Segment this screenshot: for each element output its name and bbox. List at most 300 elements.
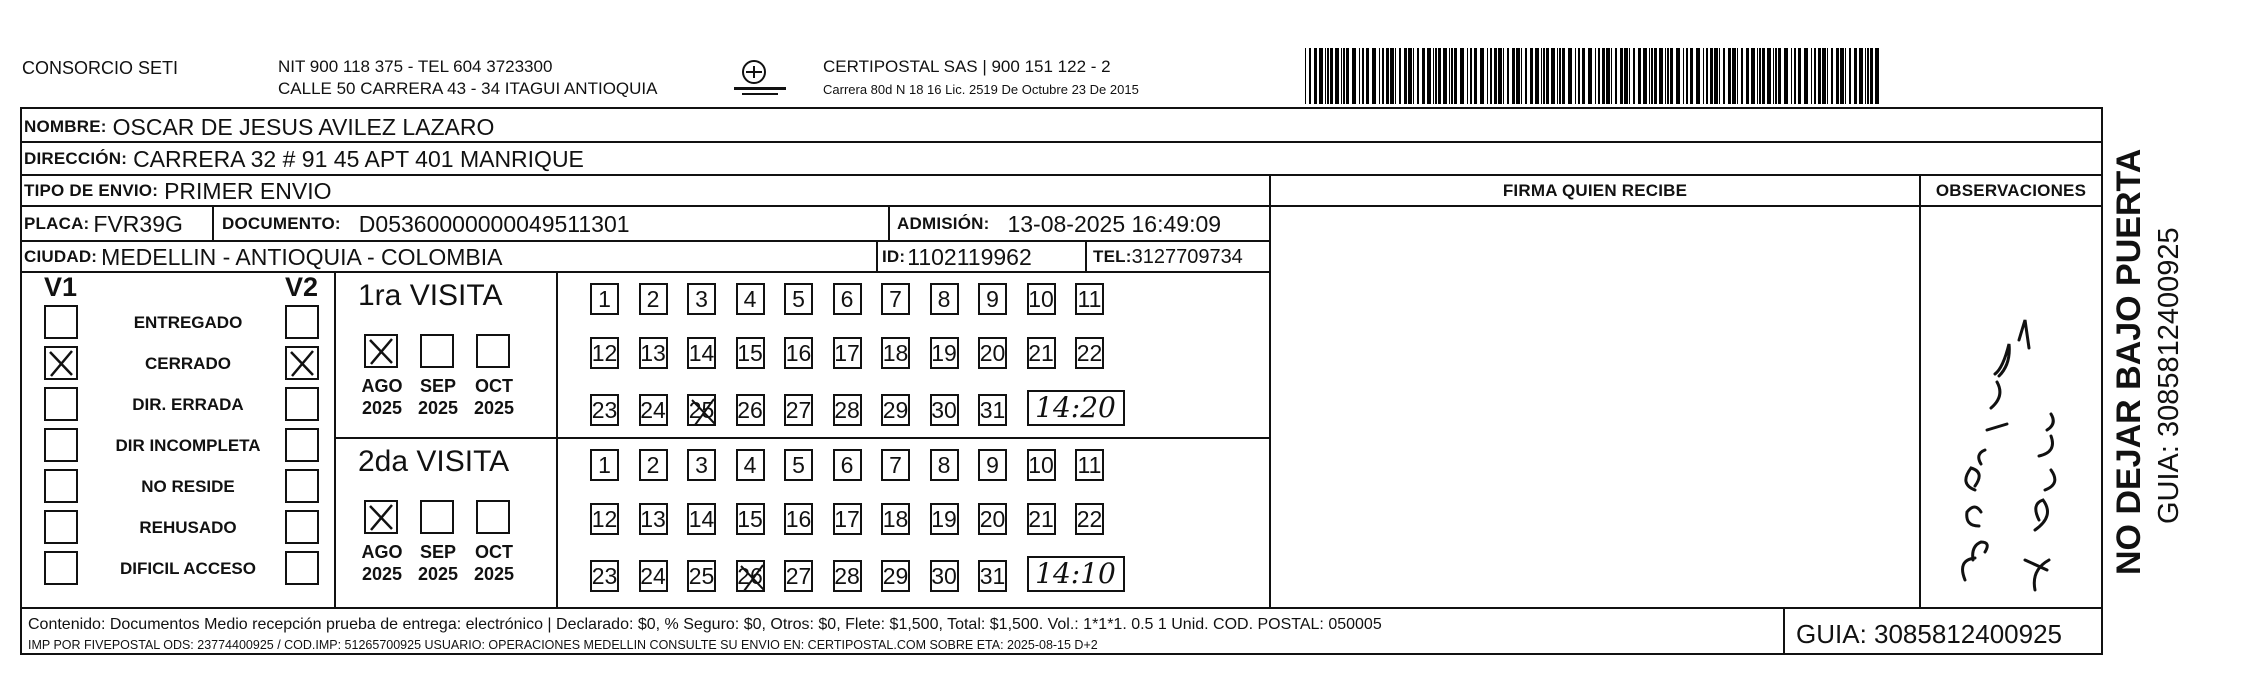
barcode-bar [1686, 48, 1688, 104]
observaciones-label: OBSERVACIONES [1935, 181, 2087, 200]
day-box[interactable]: 21 [1027, 503, 1056, 535]
v1-checkbox[interactable] [44, 510, 78, 544]
day-box[interactable]: 29 [881, 560, 910, 592]
barcode-bar [1470, 48, 1472, 104]
barcode-bar [1629, 48, 1630, 104]
visit-title: 1ra VISITA [358, 279, 503, 312]
barcode-bar [1319, 48, 1323, 104]
footer-imp: IMP POR FIVEPOSTAL ODS: 23774400925 / COD.IMP: 51265700925 USUARIO: OPERACIONES MEDELLIN CONSULTE SU ENVIO EN: CERTIPOSTAL.COM SOBRE ETA: 2025-08-15 D+2 [28, 638, 1098, 652]
day-box[interactable]: 11 [1075, 283, 1104, 315]
day-box[interactable]: 2 [639, 449, 668, 481]
barcode-bar [1845, 48, 1846, 104]
v1-checkbox[interactable] [44, 305, 78, 339]
barcode-bar [1741, 48, 1743, 104]
id-value: 1102119962 [907, 243, 1032, 270]
footer-contenido: Contenido: Documentos Medio recepción prueba de entrega: electrónico | Declarado: $0, % Seguro: $0, Otros: $0, Flete: $1,500, Total: $1,500. Vol.: 1*1*1. 0.5 1 Unid. COD. POSTAL: 050005 [28, 616, 1382, 633]
day-box[interactable]: 31 [978, 394, 1007, 426]
placa-value: FVR39G [93, 210, 183, 237]
status-label: NO RESIDE [141, 477, 235, 496]
barcode-bar [1543, 48, 1545, 104]
barcode-bar [1719, 48, 1720, 104]
v2-checkbox[interactable] [285, 387, 319, 421]
tipo-label: TIPO DE ENVIO: [24, 181, 159, 200]
barcode-bar [1305, 48, 1306, 104]
admision-cell [897, 208, 1221, 240]
barcode-bar [1443, 48, 1447, 104]
visit-time: 14:20 [1027, 390, 1125, 426]
status-label: CERRADO [145, 354, 231, 373]
day-box[interactable]: 12 [590, 337, 619, 369]
day-box[interactable]: 14 [687, 503, 716, 535]
barcode-bar [1451, 48, 1453, 104]
v1-checkbox[interactable] [44, 387, 78, 421]
month-year: 2025 [473, 398, 515, 418]
col-line [1783, 607, 1785, 655]
day-cross-mark [738, 562, 767, 594]
barcode-bar [1732, 48, 1736, 104]
barcode-bar [1840, 48, 1844, 104]
admision-label: ADMISIÓN: [897, 214, 990, 233]
day-box[interactable]: 30 [930, 560, 959, 592]
col-line [876, 240, 878, 273]
day-box[interactable]: 15 [736, 503, 765, 535]
tipo-value: PRIMER ENVIO [164, 177, 332, 204]
barcode-bar [1659, 48, 1663, 104]
barcode-bar [1595, 48, 1596, 104]
barcode-bar [1822, 48, 1826, 104]
barcode-bar [1654, 48, 1657, 104]
barcode-bar [1467, 48, 1468, 104]
v2-checkbox[interactable] [285, 551, 319, 585]
certipostal-logo [732, 58, 788, 98]
barcode-bar [1867, 48, 1869, 104]
barcode-bar [1422, 48, 1425, 104]
status-label: DIR INCOMPLETA [115, 436, 261, 455]
month-year: 2025 [361, 398, 403, 418]
barcode-bar [1784, 48, 1788, 104]
day-box[interactable]: 24 [639, 560, 668, 592]
x-mark [287, 348, 317, 378]
day-box[interactable]: 31 [978, 560, 1007, 592]
barcode-bar [1498, 48, 1502, 104]
barcode-bar [1516, 48, 1520, 104]
barcode-bar [1611, 48, 1612, 104]
barcode-bar [1849, 48, 1851, 104]
day-box[interactable]: 15 [736, 337, 765, 369]
month-checkbox[interactable] [364, 334, 398, 368]
admision-value: 13-08-2025 16:49:09 [1007, 210, 1222, 237]
certipostal-line: CERTIPOSTAL SAS | 900 151 122 - 2 [823, 57, 1111, 76]
id-label: ID: [882, 247, 906, 266]
col-line [1919, 174, 1921, 609]
barcode-bar [1759, 48, 1761, 104]
col-line [1085, 240, 1087, 273]
barcode-bar [1706, 48, 1708, 104]
barcode-bar [1399, 48, 1401, 104]
day-box[interactable]: 28 [833, 394, 862, 426]
month-checkbox[interactable] [420, 500, 454, 534]
barcode-bar [1417, 48, 1419, 104]
day-box[interactable]: 5 [784, 283, 813, 315]
barcode-bar [1521, 48, 1522, 104]
barcode-bar [1474, 48, 1477, 104]
barcode-bar [1480, 48, 1484, 104]
day-box[interactable]: 9 [978, 449, 1007, 481]
tel-value: 3127709734 [1131, 245, 1243, 268]
barcode-bar [1762, 48, 1765, 104]
day-box[interactable]: 10 [1027, 449, 1056, 481]
day-box[interactable]: 25 [687, 560, 716, 592]
v1-checkbox[interactable] [44, 551, 78, 585]
month-label: SEP 2025 [417, 542, 459, 584]
frame-top [20, 107, 2103, 109]
barcode-bar [1836, 48, 1839, 104]
barcode-bar [1875, 48, 1879, 104]
tel-label: TEL: [1093, 247, 1132, 266]
barcode-bar [1602, 48, 1605, 104]
col-line [334, 271, 336, 609]
barcode-bar [1404, 48, 1407, 104]
frame-right [2101, 107, 2103, 655]
barcode-bar [1335, 48, 1339, 104]
ciudad-value: MEDELLIN - ANTIOQUIA - COLOMBIA [101, 243, 503, 270]
col-line [556, 271, 558, 609]
v2-checkbox[interactable] [285, 346, 319, 380]
barcode-bar [1559, 48, 1561, 104]
handwritten-observation [1935, 280, 2075, 600]
barcode-bar [1775, 48, 1777, 104]
day-box[interactable]: 10 [1027, 283, 1056, 315]
col-line [888, 205, 890, 241]
barcode-bar [1870, 48, 1873, 104]
month-label: AGO 2025 [361, 542, 403, 584]
day-box[interactable]: 13 [639, 503, 668, 535]
day-box[interactable]: 14 [687, 337, 716, 369]
day-box[interactable]: 6 [833, 449, 862, 481]
barcode-bar [1449, 48, 1450, 104]
day-box[interactable]: 27 [784, 560, 813, 592]
day-box[interactable]: 1 [590, 283, 619, 315]
day-box[interactable]: 28 [833, 560, 862, 592]
day-box[interactable]: 26 [736, 394, 765, 426]
day-box[interactable]: 7 [881, 283, 910, 315]
barcode-bar [1314, 48, 1317, 104]
barcode-bar [1346, 48, 1349, 104]
visit-time: 14:10 [1027, 556, 1125, 592]
barcode-bar [1665, 48, 1666, 104]
frame-mid [20, 607, 2103, 609]
day-box[interactable]: 4 [736, 283, 765, 315]
barcode-bar [1690, 48, 1693, 104]
documento-value: D05360000000049511301 [358, 210, 630, 237]
barcode-bar [1827, 48, 1828, 104]
day-box[interactable]: 21 [1027, 337, 1056, 369]
barcode-bar [1535, 48, 1539, 104]
barcode-bar [1530, 48, 1533, 104]
day-box[interactable]: 4 [736, 449, 765, 481]
barcode-bar [1638, 48, 1641, 104]
placa-cell [24, 208, 183, 240]
firma-label: FIRMA QUIEN RECIBE [1502, 181, 1688, 200]
barcode-bar [1435, 48, 1437, 104]
documento-cell [222, 208, 630, 240]
barcode-bar [1525, 48, 1527, 104]
v1-checkbox[interactable] [44, 346, 78, 380]
day-box[interactable]: 20 [978, 503, 1007, 535]
barcode-bar [1503, 48, 1504, 104]
day-box[interactable]: 7 [881, 449, 910, 481]
day-box[interactable]: 13 [639, 337, 668, 369]
day-box[interactable]: 2 [639, 283, 668, 315]
month-checkbox[interactable] [364, 500, 398, 534]
v2-checkbox[interactable] [285, 469, 319, 503]
barcode-bar [1408, 48, 1412, 104]
day-box[interactable]: 6 [833, 283, 862, 315]
month-year: 2025 [417, 564, 459, 584]
barcode-bar [1327, 48, 1329, 104]
barcode-bar [1649, 48, 1650, 104]
barcode-bar [1818, 48, 1821, 104]
day-box[interactable]: 8 [930, 449, 959, 481]
barcode-bar [1557, 48, 1558, 104]
barcode-bar [1620, 48, 1623, 104]
company-name: CONSORCIO SETI [22, 58, 179, 78]
month-label: OCT 2025 [473, 542, 515, 584]
day-box[interactable]: 22 [1075, 503, 1104, 535]
day-box[interactable]: 11 [1075, 449, 1104, 481]
barcode-bar [1366, 48, 1369, 104]
barcode-bar [1512, 48, 1515, 104]
address-line: CALLE 50 CARRERA 43 - 34 ITAGUI ANTIOQUIA [278, 79, 658, 98]
barcode-bar [1386, 48, 1389, 104]
month-year: 2025 [473, 564, 515, 584]
barcode-bar [1773, 48, 1774, 104]
day-box[interactable]: 23 [590, 560, 619, 592]
v2-label: V2 [285, 272, 319, 302]
barcode-bar [1460, 48, 1464, 104]
direccion-row [24, 144, 584, 174]
barcode-bar [1541, 48, 1542, 104]
barcode-bar [1703, 48, 1704, 104]
barcode-bar [1865, 48, 1866, 104]
barcode-bar [1633, 48, 1635, 104]
barcode-bar [1598, 48, 1600, 104]
id-cell [882, 242, 1032, 272]
barcode-bar [1551, 48, 1555, 104]
row-line [334, 437, 1270, 439]
barcode-bar [1676, 48, 1680, 104]
day-box[interactable]: 18 [881, 503, 910, 535]
day-box[interactable]: 5 [784, 449, 813, 481]
side-guia: GUIA: 3085812400925 [2153, 227, 2185, 524]
barcode-bar [1568, 48, 1572, 104]
barcode-bar [1831, 48, 1833, 104]
x-mark [366, 502, 396, 532]
barcode-bar [1546, 48, 1549, 104]
col-line [1269, 174, 1271, 609]
footer-guia: GUIA: 3085812400925 [1796, 619, 2062, 649]
status-label: ENTREGADO [133, 313, 243, 332]
day-box[interactable]: 29 [881, 394, 910, 426]
barcode-bar [1582, 48, 1585, 104]
barcode-bar [1723, 48, 1725, 104]
day-box[interactable]: 1 [590, 449, 619, 481]
month-checkbox[interactable] [476, 500, 510, 534]
barcode-bar [1859, 48, 1863, 104]
month-label: AGO 2025 [361, 376, 403, 418]
barcode-bar [1341, 48, 1342, 104]
month-label: SEP 2025 [417, 376, 459, 418]
visit-title: 2da VISITA [358, 445, 510, 478]
barcode-bar [1751, 48, 1755, 104]
x-mark [366, 336, 396, 366]
barcode-bar [1714, 48, 1718, 104]
v2-checkbox[interactable] [285, 428, 319, 462]
barcode-bar [1615, 48, 1617, 104]
barcode-bar [1490, 48, 1492, 104]
barcode-bar [1309, 48, 1311, 104]
barcode-bar [1811, 48, 1812, 104]
day-box[interactable]: 26 [736, 560, 765, 592]
barcode-bar [1670, 48, 1673, 104]
tel-cell [1093, 242, 1243, 272]
v1-checkbox[interactable] [44, 428, 78, 462]
day-box[interactable]: 12 [590, 503, 619, 535]
ciudad-cell [24, 242, 502, 272]
barcode-bar [1854, 48, 1857, 104]
barcode-bar [1696, 48, 1700, 104]
v1-checkbox[interactable] [44, 469, 78, 503]
nombre-label: NOMBRE: [24, 117, 107, 136]
day-box[interactable]: 18 [881, 337, 910, 369]
day-box[interactable]: 9 [978, 283, 1007, 315]
nombre-row [24, 112, 494, 142]
barcode-bar [1382, 48, 1384, 104]
barcode-bar [1454, 48, 1457, 104]
barcode-bar [1379, 48, 1380, 104]
day-box[interactable]: 27 [784, 394, 813, 426]
frame-left [20, 107, 22, 655]
status-label: DIFICIL ACCESO [119, 559, 256, 578]
barcode-bar [1359, 48, 1360, 104]
barcode-bar [1606, 48, 1610, 104]
day-box[interactable]: 8 [930, 283, 959, 315]
barcode-bar [1343, 48, 1345, 104]
placa-label: PLACA: [24, 214, 90, 233]
barcode-bar [1791, 48, 1792, 104]
barcode-bar [1737, 48, 1738, 104]
barcode-bar [1487, 48, 1488, 104]
v1-label: V1 [44, 272, 78, 302]
barcode [1305, 48, 1880, 104]
day-box[interactable]: 17 [833, 337, 862, 369]
status-label: REHUSADO [139, 518, 237, 537]
day-box[interactable]: 25 [687, 394, 716, 426]
day-box[interactable]: 16 [784, 337, 813, 369]
day-box[interactable]: 22 [1075, 337, 1104, 369]
barcode-bar [1330, 48, 1333, 104]
barcode-bar [1578, 48, 1580, 104]
barcode-bar [1683, 48, 1684, 104]
barcode-bar [1624, 48, 1628, 104]
status-label: DIR. ERRADA [132, 395, 244, 414]
barcode-bar [1352, 48, 1356, 104]
nombre-value: OSCAR DE JESUS AVILEZ LAZARO [112, 113, 495, 140]
barcode-bar [1362, 48, 1364, 104]
barcode-bar [1794, 48, 1796, 104]
day-box[interactable]: 17 [833, 503, 862, 535]
direccion-value: CARRERA 32 # 91 45 APT 401 MANRIQUE [133, 145, 584, 172]
month-label: OCT 2025 [473, 376, 515, 418]
day-box[interactable]: 3 [687, 283, 716, 315]
barcode-bar [1390, 48, 1394, 104]
barcode-bar [1588, 48, 1592, 104]
barcode-bar [1494, 48, 1497, 104]
month-checkbox[interactable] [420, 334, 454, 368]
barcode-bar [1427, 48, 1431, 104]
barcode-bar [1562, 48, 1565, 104]
month-year: 2025 [361, 564, 403, 584]
barcode-bar [1325, 48, 1326, 104]
tipo-row [24, 176, 332, 206]
day-box[interactable]: 24 [639, 394, 668, 426]
ciudad-label: CIUDAD: [24, 247, 98, 266]
day-box[interactable]: 3 [687, 449, 716, 481]
day-box[interactable]: 19 [930, 503, 959, 535]
barcode-bar [1433, 48, 1434, 104]
day-box[interactable]: 16 [784, 503, 813, 535]
barcode-bar [1643, 48, 1647, 104]
x-mark [46, 348, 76, 378]
col-line [212, 205, 214, 241]
barcode-bar [1575, 48, 1576, 104]
day-box[interactable]: 20 [978, 337, 1007, 369]
barcode-bar [1651, 48, 1653, 104]
barcode-bar [1757, 48, 1758, 104]
v2-checkbox[interactable] [285, 510, 319, 544]
barcode-bar [1667, 48, 1669, 104]
barcode-bar [1804, 48, 1808, 104]
day-box[interactable]: 23 [590, 394, 619, 426]
barcode-bar [1798, 48, 1801, 104]
day-box[interactable]: 19 [930, 337, 959, 369]
barcode-bar [1728, 48, 1731, 104]
barcode-bar [1395, 48, 1396, 104]
month-year: 2025 [417, 398, 459, 418]
month-checkbox[interactable] [476, 334, 510, 368]
barcode-bar [1746, 48, 1749, 104]
frame-bottom [20, 653, 2103, 655]
row-line [20, 205, 2103, 207]
barcode-bar [1778, 48, 1781, 104]
nit-line: NIT 900 118 375 - TEL 604 3723300 [278, 57, 553, 76]
v2-checkbox[interactable] [285, 305, 319, 339]
barcode-bar [1438, 48, 1441, 104]
day-box[interactable]: 30 [930, 394, 959, 426]
row-line [20, 174, 2103, 176]
barcode-bar [1767, 48, 1771, 104]
barcode-bar [1372, 48, 1376, 104]
documento-label: DOCUMENTO: [222, 214, 341, 233]
no-dejar-warning: NO DEJAR BAJO PUERTA [2110, 148, 2148, 575]
barcode-bar [1710, 48, 1713, 104]
direccion-label: DIRECCIÓN: [24, 149, 128, 168]
day-cross-mark [689, 396, 718, 428]
barcode-bar [1507, 48, 1509, 104]
barcode-bar [1814, 48, 1816, 104]
barcode-bar [1413, 48, 1414, 104]
license-line: Carrera 80d N 18 16 Lic. 2519 De Octubre 23 De 2015 [823, 82, 1139, 97]
